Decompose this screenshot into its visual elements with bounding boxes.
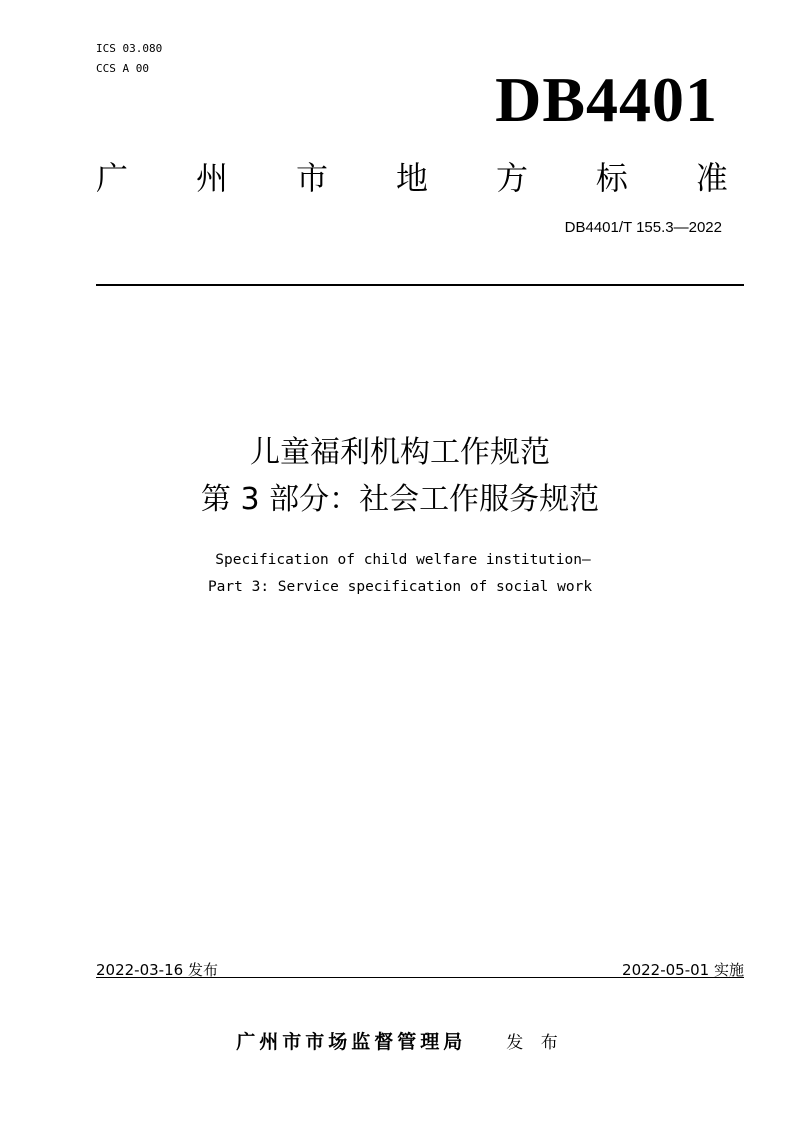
standard-type-char: 州: [195, 159, 228, 197]
title-chinese-part: 第 3 部分：社会工作服务规范: [200, 482, 600, 517]
issuer-line: [0, 1030, 800, 1055]
standard-type-char: 广: [96, 159, 129, 197]
standard-type-char: 准: [695, 159, 728, 197]
standard-type-char: 市: [295, 159, 328, 197]
standard-type-char: 地: [395, 159, 428, 197]
footer-divider: [96, 977, 744, 978]
standard-type-heading: [96, 156, 728, 200]
header-divider: [96, 284, 744, 286]
title-chinese-main: 儿童福利机构工作规范: [250, 435, 550, 470]
ccs-code: CCS A 00: [96, 62, 149, 75]
issue-date: 2022-03-16 发布: [96, 961, 218, 979]
title-english-part: Part 3: Service specification of social work: [207, 579, 593, 595]
issuing-authority: 广州市市场监督管理局: [236, 1031, 467, 1053]
implementation-date: 2022-05-01 实施: [622, 961, 744, 979]
standard-type-char: 方: [495, 159, 528, 197]
standard-number: DB4401/T 155.3—2022: [564, 219, 722, 236]
standard-type-char: 标: [595, 159, 628, 197]
title-english-main: Specification of child welfare institution—: [215, 552, 591, 568]
standard-code-logo: DB4401: [495, 64, 718, 135]
ics-code: ICS 03.080: [96, 42, 163, 55]
issue-verb: 发 布: [506, 1033, 564, 1053]
